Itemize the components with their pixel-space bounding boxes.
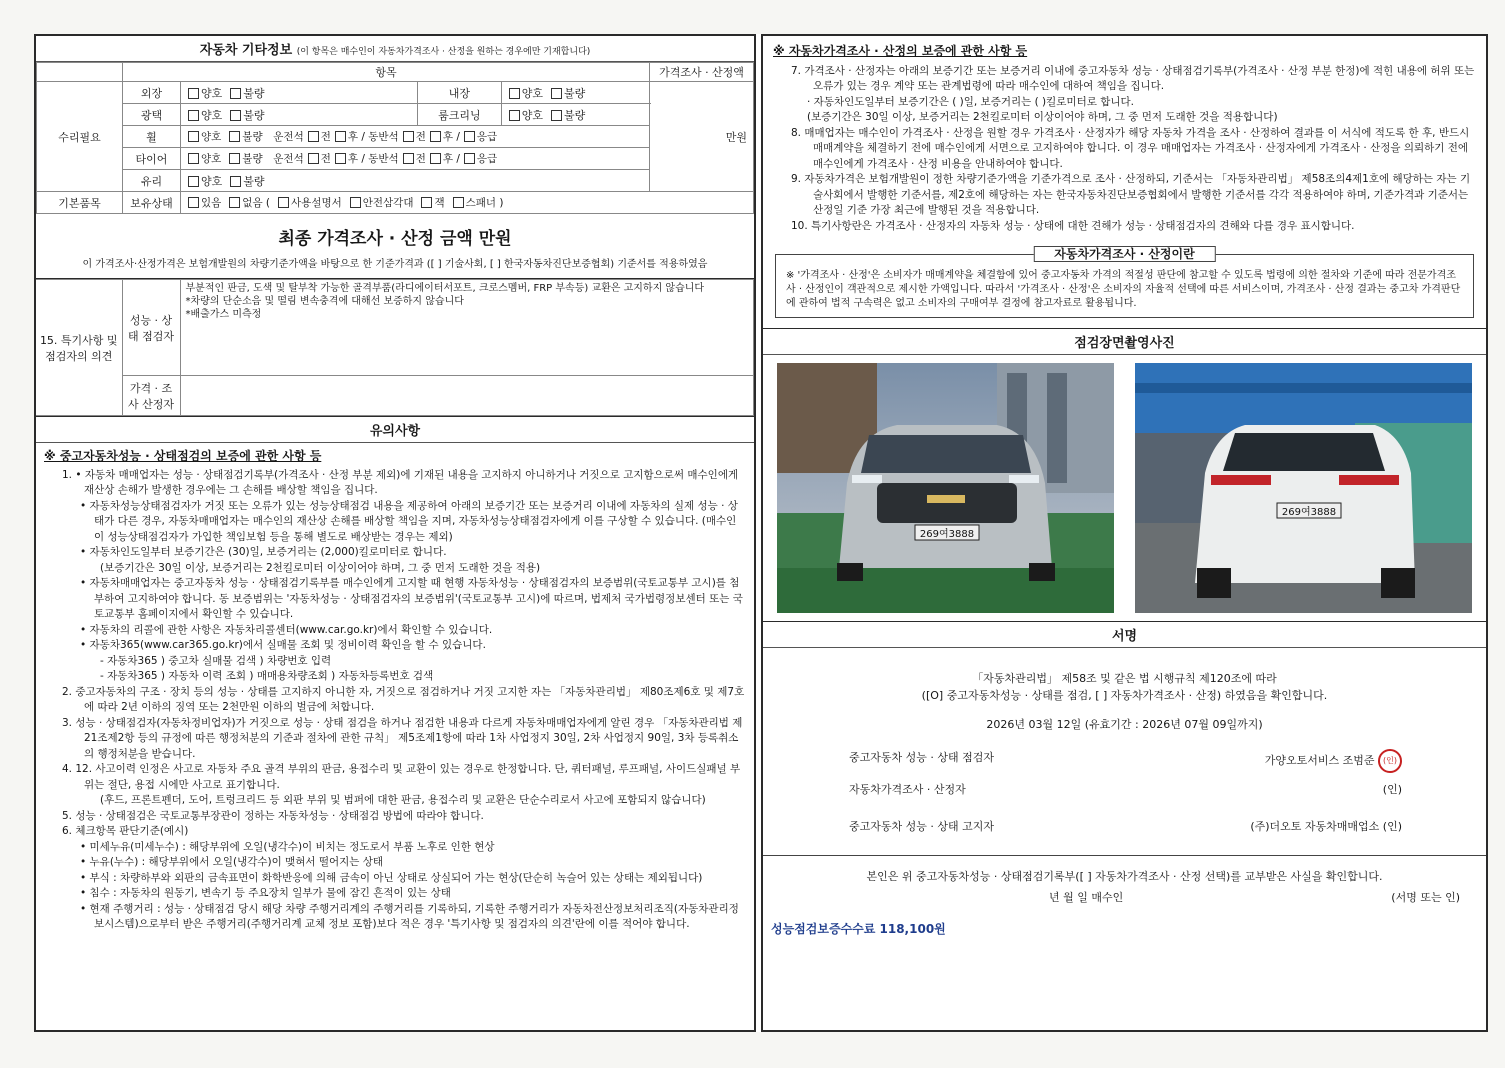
checkbox[interactable]	[278, 197, 289, 208]
note-item: • 부식 : 차량하부와 외판의 금속표면이 화학반응에 의해 금속이 아닌 상태로 상실되어 가는 현상(단순히 녹슬어 있는 상태는 제외됩니다)	[80, 871, 703, 884]
checkbox[interactable]	[230, 176, 241, 187]
checkbox[interactable]	[188, 88, 199, 99]
role-inspector: 중고자동차 성능 · 상태 점검자	[849, 751, 994, 764]
note-item: 9. 자동차가격은 보험개발원이 정한 차량기준가액을 기준가격으로 조사 · 산정하되, 기준서는 「자동차관리법」 제58조의4제1호에 해당하는 자는 기술사회에서 발행한 기준서를, 제2호에 해당하는 자는 한국자동차진단보증협회에서 발행한 기준서를 각각 적용하여야 하며, 기준가격과 기준서는 산정일 기준 가장 최근에 발행된 것을 적용합니다.	[791, 173, 1471, 216]
row-glass: 유리	[123, 170, 181, 192]
signature-title: 서명	[763, 622, 1486, 648]
checkbox[interactable]	[230, 110, 241, 121]
checkbox[interactable]	[464, 131, 475, 142]
checkbox[interactable]	[188, 110, 199, 121]
checkbox[interactable]	[430, 131, 441, 142]
checkbox[interactable]	[188, 153, 199, 164]
checkbox[interactable]	[230, 88, 241, 99]
checkbox[interactable]	[188, 176, 199, 187]
checkbox[interactable]	[335, 131, 346, 142]
checkbox[interactable]	[430, 153, 441, 164]
row-gloss: 광택	[123, 104, 181, 126]
special-line: *차량의 단순소음 및 떨림 변속충격에 대해선 보증하지 않습니다	[185, 296, 464, 307]
other-info-table: 항목 가격조사 · 산정액 수리필요 외장 양호 불량 내장 양호 불량 만원 광택 양호 불량 룸크리닝 양호 불량 휠 양호 불량 운전석 전 후 / 동반석 전 후 / 응급 타이어 양호 불량 운전석 전 후 / 동반석 전 후 / 응급 유리 양호 불량 기본품목 보유상태 있음 없음 ( 사용설명서 안전삼각대 잭 스패너 )	[36, 62, 754, 214]
guarantee-heading: ※ 자동차가격조사 · 산정의 보증에 관한 사항 등	[773, 44, 1028, 58]
note-item: (보증기간은 30일 이상, 보증거리는 2천킬로미터 이상이어야 하며, 그 중 먼저 도래한 것을 적용합니다)	[807, 111, 1278, 123]
law-statement: 「자동차관리법」 제58조 및 같은 법 시행규칙 제120조에 따라	[972, 672, 1277, 685]
receipt-statement: 본인은 위 중고자동차성능 · 상태점검기록부([ ] 자동차가격조사 · 산정 선택)를 교부받은 사실을 확인합니다.	[866, 870, 1383, 883]
row-room-cleaning: 룸크리닝	[417, 104, 501, 126]
special-notes-section	[36, 279, 754, 417]
basic-label: 기본품목	[37, 192, 123, 214]
right-column	[761, 34, 1488, 1032]
plate-text: 269여3888	[919, 529, 975, 540]
buyer-date: 년 월 일 매수인	[1049, 891, 1124, 904]
other-info-section	[36, 36, 754, 279]
final-price-reference: 이 가격조사·산정가격은 보험개발원의 차량기준가액을 바탕으로 한 기준가격과 ([ ] 기술사회, [ ] 한국자동차진단보증협회) 기준서를 적용하였음	[82, 259, 708, 270]
checkbox[interactable]	[229, 153, 240, 164]
notifier-name: (주)더오토 자동차매매업소 (인)	[1250, 820, 1402, 833]
note-item: • 미세누유(미세누수) : 해당부위에 오일(냉각수)이 비치는 정도로서 부품 노후로 인한 현상	[80, 840, 495, 853]
row-exterior: 외장	[123, 82, 181, 104]
inspector-label: 성능 · 상태 점검자	[122, 280, 180, 376]
other-info-title: 자동차 기타정보 (이 항목은 매수인이 자동차가격조사 · 산정을 원하는 경우에만 기재합니다)	[36, 36, 754, 62]
checkbox[interactable]	[421, 197, 432, 208]
note-item: (보증기간은 30일 이상, 보증거리는 2천킬로미터 이상이어야 하며, 그 중 먼저 도래한 것을 적용)	[100, 561, 541, 574]
price-guarantee-section	[763, 36, 1486, 329]
special-line: *배출가스 미측정	[185, 309, 262, 320]
pricer-name: (인)	[1382, 783, 1402, 796]
special-notes-label: 15. 특기사항 및 점검자의 의견	[36, 280, 122, 416]
pricer-label: 가격 · 조사 산정자	[122, 376, 180, 416]
note-item: 1. • 자동차 매매업자는 성능 · 상태점검기록부(가격조사 · 산정 부분 제외)에 기재된 내용을 고지하지 아니하거나 거짓으로 고지함으로써 매수인에게 재산상 손해가 발생한 경우에는 그 손해를 배상할 책임을 집니다.	[62, 468, 739, 496]
guarantee-fee: 성능점검보증수수료 118,100원	[771, 922, 946, 936]
row-tire: 타이어	[123, 148, 181, 170]
note-item: - 자동차365 ) 자동차 이력 조회 ) 매매용차량조회 ) 자동차등록번호 검색	[100, 670, 434, 682]
note-item: • 자동차매매업자는 중고자동차 성능 · 상태점검기록부를 매수인에게 고지할 때 현행 자동차성능 · 상태점검자의 보증범위(국토교통부 고시)를 첨부하여 고지하여야 합니다. 동 보증범위는 '자동차성능 · 상태점검자의 보증범위'(국토교통부 고시)에 따르며, 법제처 국가법령정보센터 또는 국토교통부 홈페이지에서 확인할 수 있습니다.	[80, 577, 743, 620]
checkbox[interactable]	[308, 131, 319, 142]
row-wheel: 휠	[123, 126, 181, 148]
notes-title: 유의사항	[36, 417, 754, 443]
checkbox[interactable]	[551, 88, 562, 99]
checkbox[interactable]	[509, 110, 520, 121]
checkbox[interactable]	[464, 153, 475, 164]
checkbox[interactable]	[188, 197, 199, 208]
col-item: 항목	[123, 63, 650, 82]
checkbox[interactable]	[403, 153, 414, 164]
note-item: • 누유(누수) : 해당부위에서 오일(냉각수)이 맺혀서 떨어지는 상태	[80, 856, 384, 868]
checkbox[interactable]	[350, 197, 361, 208]
note-item: 5. 성능 · 상태점검은 국토교통부장관이 정하는 자동차성능 · 상태점검 방법에 따라야 합니다.	[62, 809, 484, 822]
special-notes-table	[36, 279, 754, 416]
notes-heading: ※ 중고자동차성능 · 상태점검의 보증에 관한 사항 등	[44, 449, 322, 463]
note-item: • 자동차365(www.car365.go.kr)에서 실매물 조회 및 정비이력 확인을 할 수 있습니다.	[80, 639, 486, 651]
checkbox[interactable]	[308, 153, 319, 164]
buyer-sign: (서명 또는 인)	[1391, 891, 1460, 904]
repair-label: 수리필요	[37, 82, 123, 192]
definition-box	[775, 247, 1474, 318]
notes-section	[36, 417, 754, 939]
note-item: • 자동차인도일부터 보증기간은 (30)일, 보증거리는 (2,000)킬로미터로 합니다.	[80, 546, 447, 558]
left-column	[34, 34, 756, 1032]
checkbox[interactable]	[188, 131, 199, 142]
note-item: • 자동차의 리콜에 관한 사항은 자동차리콜센터(www.car.go.kr)에서 확인할 수 있습니다.	[80, 623, 493, 636]
signature-section	[763, 622, 1486, 943]
note-item: 3. 성능 · 상태점검자(자동차정비업자)가 거짓으로 성능 · 상태 점검을 하거나 점검한 내용과 다르게 자동차매매업자에게 알린 경우 「자동차관리법 제21조제2항 등의 규정에 따른 행정처분의 기준과 절차에 관한 규칙」 제5조제1항에 따라 1차 사업정지 30일, 2차 사업정지 90일, 3차 등록취소의 행정처분을 받습니다.	[62, 716, 743, 760]
row-interior: 내장	[417, 82, 501, 104]
checkbox[interactable]	[335, 153, 346, 164]
confirm-statement: ([O] 중고자동차성능 · 상태를 점검, [ ] 자동차가격조사 · 산정) 하였음을 확인합니다.	[921, 689, 1328, 702]
checkbox[interactable]	[229, 131, 240, 142]
note-item: • 현재 주행거리 : 성능 · 상태점검 당시 해당 차량 주행거리계의 주행거리를 기록하되, 기록한 주행거리가 자동차전산정보처리조직(자동차관리정보시스템)으로부터 받은 주행거리(주행거리계 교체 정보 포함)보다 적은 경우 '특기사항 및 점검자의 의견'란에 이를 적어야 합니다.	[80, 902, 739, 930]
sign-date: 2026년 03월 12일 (유효기간 : 2026년 07월 09일까지)	[986, 718, 1263, 731]
role-pricer: 자동차가격조사 · 산정자	[849, 783, 966, 796]
note-item: 10. 특기사항란은 가격조사 · 산정자의 자동차 성능 · 상태에 대한 견해가 성능 · 상태점검자의 견해와 다를 경우 표시합니다.	[791, 219, 1355, 232]
note-item: 8. 매매업자는 매수인이 가격조사 · 산정을 원할 경우 가격조사 · 산정자가 해당 자동차 가격을 조사 · 산정하여 결과를 이 서식에 적도록 한 후, 반드시 매매계약을 체결하기 전에 매수인에게 서면으로 고지하여야 합니다. 이 경우 매매업자는 가격조사 · 산정자에게 가격조사 · 산정을 의뢰하기 전에 매수인에게 가격조사 · 산정 비용을 안내하여야 합니다.	[791, 126, 1470, 170]
checkbox[interactable]	[403, 131, 414, 142]
inspection-record-page	[34, 34, 1488, 1032]
note-item: • 침수 : 자동차의 원동기, 변속기 등 주요장치 일부가 물에 잠긴 흔적이 있는 상태	[80, 887, 451, 899]
checkbox[interactable]	[453, 197, 464, 208]
note-item: 4. 12. 사고이력 인정은 사고로 자동차 주요 골격 부위의 판금, 용접수리 및 교환이 있는 경우로 한정합니다. 단, 쿼터패널, 루프패널, 사이드실패널 부위는 절단, 용접 시에만 사고로 표기합니다.	[62, 763, 741, 791]
note-item: 6. 체크항목 판단기준(예시)	[62, 825, 189, 837]
role-notifier: 중고자동차 성능 · 상태 고지자	[849, 820, 994, 833]
checkbox[interactable]	[551, 110, 562, 121]
checkbox[interactable]	[509, 88, 520, 99]
note-item: 7. 가격조사 · 산정자는 아래의 보증기간 또는 보증거리 이내에 중고자동차 성능 · 상태점검기록부(가격조사 · 산정 부분 한정)에 적힌 내용에 허위 또는 오류가 있는 경우 계약 또는 관계법령에 따라 매수인에 대하여 책임을 집니다.	[791, 64, 1475, 92]
photo-title: 점검장면촬영사진	[763, 329, 1486, 355]
inspector-name: 가양오토서비스 조범준	[1264, 754, 1375, 767]
final-price: 최종 가격조사 · 산정 금액 만원	[278, 229, 512, 249]
front-photo	[777, 363, 1114, 613]
rear-photo	[1135, 363, 1472, 613]
note-item: - 자동차365 ) 중고차 실매물 검색 ) 차량번호 입력	[100, 654, 332, 667]
photo-section	[763, 329, 1486, 622]
note-item: (후드, 프론트펜더, 도어, 트렁크리드 등 외판 부위 및 범퍼에 대한 판금, 용접수리 및 교환은 단순수리로서 사고에 포함되지 않습니다)	[100, 794, 706, 806]
note-item: 2. 중고자동차의 구조 · 장치 등의 성능 · 상태를 고지하지 아니한 자, 거짓으로 점검하거나 거짓 고지한 자는 「자동차관리법」 제80조제6호 및 제7호에 따라 2년 이하의 징역 또는 2천만원 이하의 벌금에 처합니다.	[62, 685, 745, 713]
seal-stamp-icon: (인)	[1378, 749, 1402, 773]
note-item: • 자동차성능상태점검자가 거짓 또는 오류가 있는 성능상태점검 내용을 제공하여 아래의 보증기간 또는 보증거리 이내에 자동차의 실제 성능 · 상태가 다른 경우, 자동차매매업자는 매수인의 재산상 손해를 배상할 책임을 지며, 자동차성능상태점검자에게 이를 구상할 수 있습니다. (매수인이 성능상태점검자가 가입한 책임보험 등을 통해 별도로 배상받는 경우는 제외)	[80, 499, 738, 543]
row-owned: 보유상태	[123, 192, 181, 214]
col-price: 가격조사 · 산정액	[650, 63, 754, 82]
special-line: 부분적인 판금, 도색 및 탈부착 가능한 골격부품(라디에이터서포트, 크로스멤버, FRP 부속등) 교환은 고지하지 않습니다	[185, 283, 705, 294]
definition-text: ※ '가격조사 · 산정'은 소비자가 매매계약을 체결함에 있어 중고자동차 가격의 적절성 판단에 참고할 수 있도록 법령에 의한 절차와 기준에 따라 전문가격조사 · 산정인이 객관적으로 제시한 가액입니다. 따라서 '가격조사 · 산정'은 소비자의 자율적 선택에 따른 서비스이며, 가격조사 · 산정 결과는 중고차 가격판단에 관하여 법적 구속력은 없고 소비자의 구매여부 결정에 참고자료로 활용됩니다.	[786, 270, 1461, 309]
note-item: · 자동차인도일부터 보증기간은 ( )일, 보증거리는 ( )킬로미터로 합니다.	[807, 95, 1134, 108]
definition-title: 자동차가격조사 · 산정이란	[1033, 246, 1215, 262]
price-unit: 만원	[650, 82, 754, 192]
plate-text: 269여3888	[1281, 507, 1337, 518]
checkbox[interactable]	[229, 197, 240, 208]
